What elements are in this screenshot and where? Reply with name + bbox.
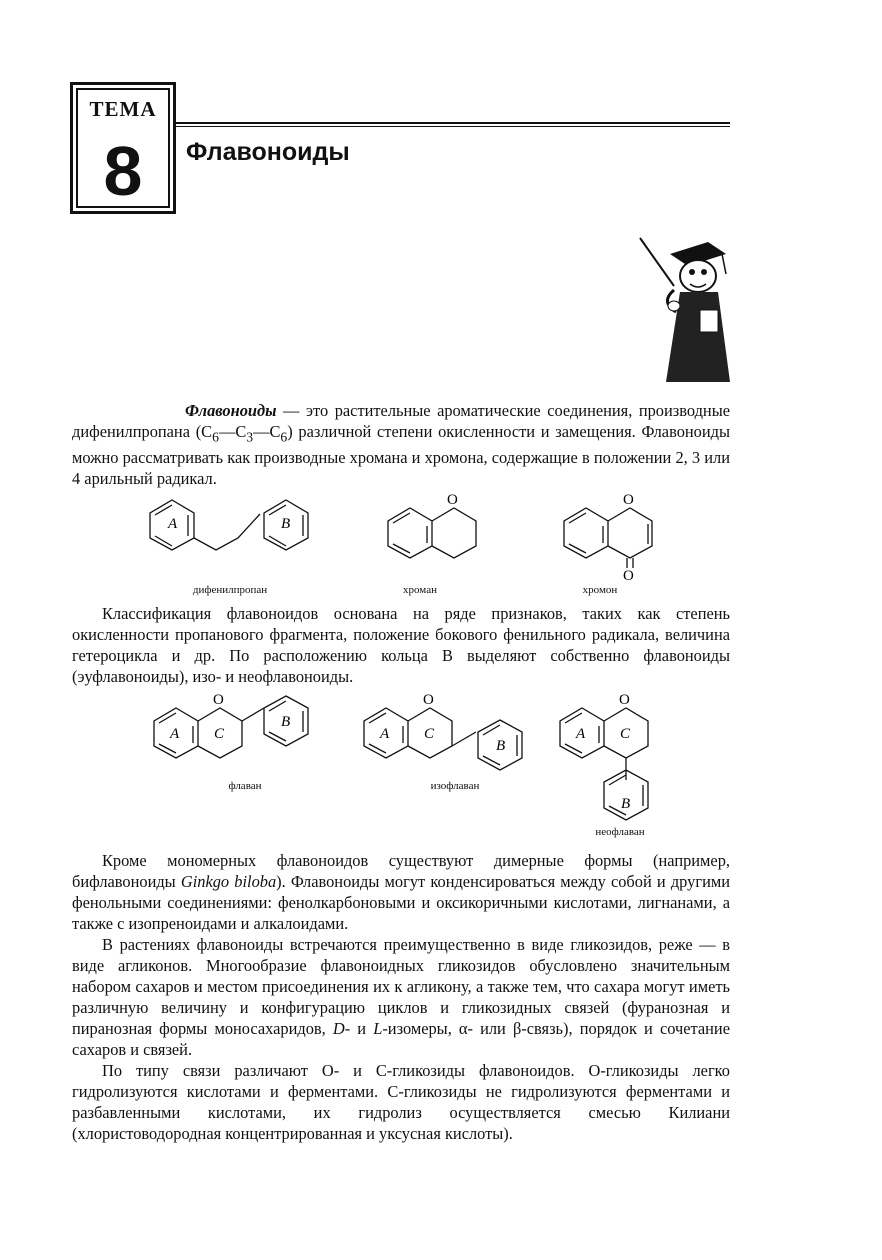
classification-text: Классификация флавоноидов основана на ряде признаков, таких как степень окисленности пропанового фрагмента, положение бокового фенильного радикала, величина гетероцикла и др. По расположению кольца В выделяют собственно флавоноиды (эуфлавоноиды), изо- и неофлавоноиды. [72, 604, 730, 686]
caption-neoflavan: неофлаван [595, 826, 645, 838]
paragraph-dimers [72, 850, 730, 934]
intro-text: —C [218, 422, 247, 441]
intro-paragraph [72, 400, 730, 489]
text: Кроме мономерных флавоноидов существуют димерные формы (например, бифлавоноиды [72, 851, 730, 891]
ring-label-b: B [496, 738, 506, 754]
intro-text: ) различной степени окисленности и замещения. Флавоноиды можно рассматривать как производные хромана и хромона, содержащие в положении 2, 3 или 4 арильный радикал. [72, 422, 730, 489]
isomer-l: L [373, 1019, 383, 1038]
oxygen-label: O [623, 492, 634, 508]
title-rule [176, 122, 730, 124]
structures-row-1 [140, 486, 680, 582]
oxygen-label: O [447, 492, 458, 508]
ring-label-c: C [214, 726, 225, 742]
ring-label-b: B [621, 796, 631, 812]
oxygen-label: O [213, 692, 224, 708]
subscript: 3 [246, 429, 254, 445]
oxygen-label: O [423, 692, 434, 708]
topic-word: ТЕМА [89, 97, 157, 121]
caption-isoflavan: изофлаван [430, 780, 480, 792]
caption-chroman: хроман [403, 584, 437, 596]
topic-box [70, 82, 176, 214]
paragraph-glycosides [72, 934, 730, 1060]
ring-label-c: C [620, 726, 631, 742]
isomer-d: D [332, 1019, 345, 1038]
ring-label-a: A [168, 516, 178, 532]
body-text [72, 850, 730, 1144]
oxygen-label: O [619, 692, 630, 708]
caption-chromone: хромон [582, 584, 618, 596]
caption-diphenylpropane: дифенилпропан [192, 584, 268, 596]
classification-paragraph [72, 603, 730, 687]
species-name: Ginkgo biloba [180, 872, 277, 891]
intro-text: — это растительные ароматические соединения, производные дифенилпропана (C [72, 401, 730, 441]
ring-label-c: C [424, 726, 435, 742]
subscript: 6 [212, 429, 219, 445]
oxygen-label: O [623, 568, 634, 582]
professor-illustration [630, 232, 734, 384]
paragraph-bond-types: По типу связи различают О- и С-гликозиды флавоноидов. О-гликозиды легко гидролизуются кислотами и ферментами. С-гликозиды не гидролизуются ферментами и разбавленными кислотами, их гидролиз осуществляется смесью Килиани (хлористоводородная концентрированная и уксусная кислоты). [72, 1061, 730, 1143]
ring-label-b: B [281, 516, 291, 532]
text: -изомеры, α- или β-связь), порядок и сочетание сахаров и связей. [72, 1019, 730, 1059]
topic-number: 8 [103, 132, 143, 210]
term-flavonoids: Флавоноиды [185, 401, 277, 420]
text: В растениях флавоноиды встречаются преимущественно в виде гликозидов, реже — в виде агликонов. Многообразие флавоноидных гликозидов обусловлено значительным набором сахаров и местом присоединения их к агликону, а также тем, что сахара могут иметь различную величину и конфигурацию циклов и гликозидных связей (фуранозная и пиранозная формы моносахаридов, [72, 935, 730, 1038]
caption-flavan: флаван [228, 780, 262, 792]
subscript: 6 [280, 429, 288, 445]
intro-text: —C [253, 422, 281, 441]
ring-label-a: A [170, 726, 180, 742]
ring-label-b: B [281, 714, 291, 730]
title-rule-thin [176, 126, 730, 127]
ring-label-a: A [380, 726, 390, 742]
structures-row-2 [140, 686, 680, 826]
page-title: Флавоноиды [186, 138, 350, 166]
text: - и [344, 1019, 374, 1038]
text: ). Флавоноиды могут конденсироваться между собой и другими фенольными соединениями: фенолкарбоновыми и оксикоричными кислотами, лигнанами, а также с изопреноидами и алкалоидами. [72, 872, 730, 933]
ring-label-a: A [576, 726, 586, 742]
